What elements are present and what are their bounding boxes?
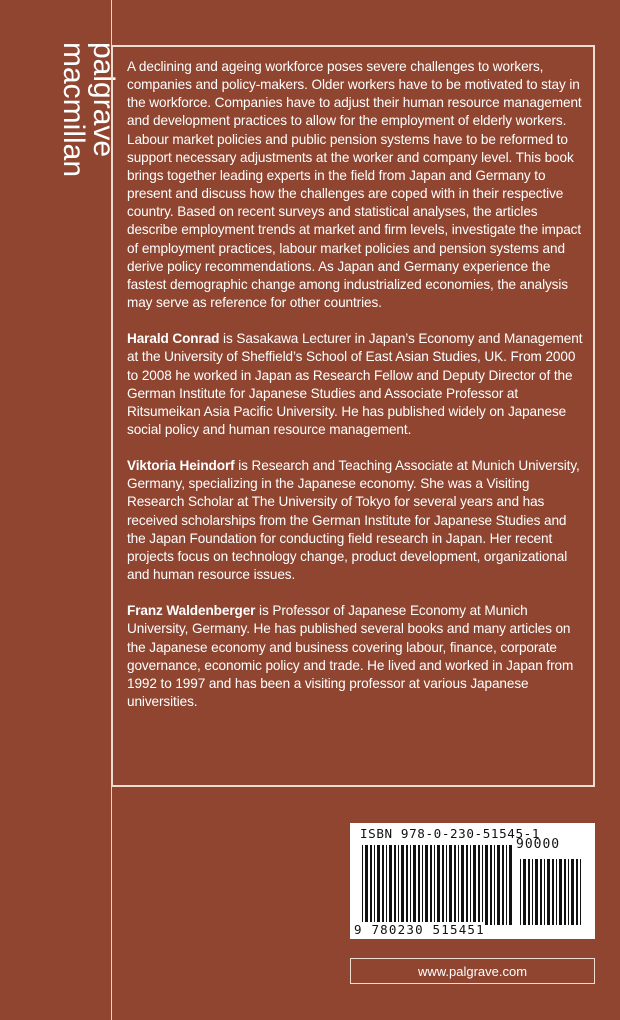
author-bio-1: [127, 330, 587, 439]
author-name-1: Harald Conrad: [127, 331, 220, 347]
isbn-barcode: [350, 823, 595, 939]
website-link[interactable]: [350, 958, 595, 984]
isbn-label: ISBN 978-0-230-51545-1: [360, 826, 541, 841]
author-bio-text-3: is Professor of Japanese Economy at Munich University, Germany. He has published several books and many articles on the Japanese economy and business covering labour, finance, corporate governance, economic policy and trade. He lived and worked in Japan from 1992 to 1997 and has been a visiting professor at various Japanese universities.: [127, 603, 574, 709]
author-bio-2: [127, 457, 587, 584]
publisher-name-line2: macmillan: [57, 42, 90, 178]
author-bio-text-1: is Sasakawa Lecturer in Japan’s Economy and Management at the University of Sheffield’s School of East Asian Studies, UK. From 2000 to 2008 he worked in Japan as Research Fellow and Deputy Director of the German Institute for Japanese Studies and Associate Professor at Ritsumeikan Asia Pacific University. He has published widely on Japanese social policy and human resource management.: [127, 331, 583, 437]
barcode-bars: [362, 845, 512, 925]
author-bio-text-2: is Research and Teaching Associate at Munich University, Germany, specializing in the Japanese economy. She was a Visiting Research Scholar at The University of Tokyo for several years and has received scholarships from the German Institute for Japanese Studies and the Japan Foundation for conducting field research in Japan. Her recent projects focus on technology change, product development, organizational and human resource issues.: [127, 458, 580, 583]
publisher-name-line1: palgrave: [87, 42, 120, 158]
ean-digits: 9 780230 515451: [354, 922, 485, 937]
publisher-logo: [20, 40, 120, 190]
author-name-3: Franz Waldenberger: [127, 603, 256, 619]
book-description: A declining and ageing workforce poses severe challenges to workers, companies and policy-makers. Older workers have to be motivated to stay in the workforce. Companies have to adjust their human resource management and development practices to allow for the employment of elderly workers. Labour market policies and public pension systems have to be reformed to support necessary adjustments at the worker and company level. This book brings together leading experts in the field from Japan and Germany to present and discuss how the challenges are coped with in their respective country. Based on recent surveys and statistical analyses, the articles describe employment trends at market and firm levels, investigate the impact of employment practices, labour market policies and pension systems and derive policy recommendations. As Japan and Germany experience the fastest demographic change among industrialized economies, the analysis may serve as reference for other countries.: [127, 59, 582, 311]
author-name-2: Viktoria Heindorf: [127, 458, 235, 474]
addon-barcode-bars: [520, 859, 584, 925]
addon-code: 90000: [516, 837, 561, 852]
author-bio-3: [127, 602, 587, 711]
back-cover-text: [127, 58, 587, 729]
website-url[interactable]: www.palgrave.com: [417, 963, 528, 979]
